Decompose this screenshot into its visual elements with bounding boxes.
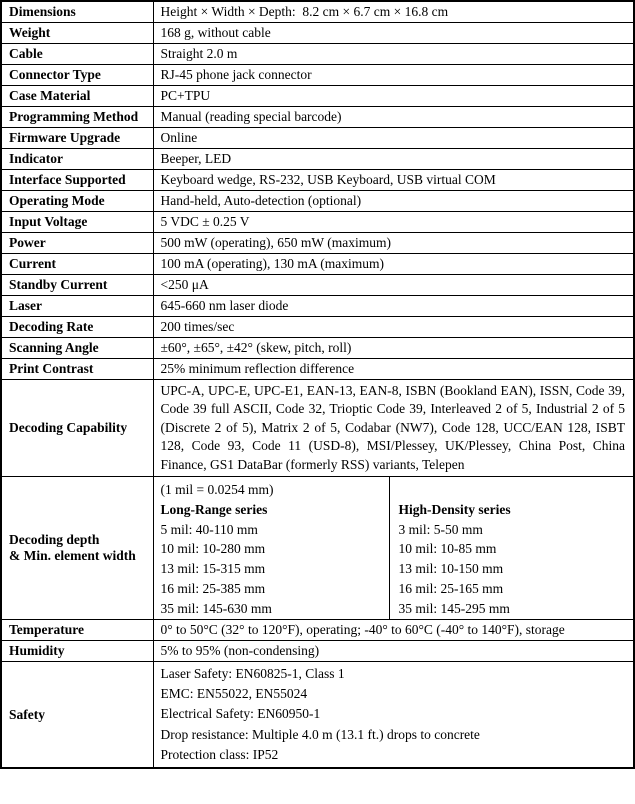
spec-label: Case Material	[1, 86, 153, 107]
table-row	[1, 233, 634, 254]
spec-label: Laser	[1, 296, 153, 317]
table-row-safety	[1, 662, 634, 769]
safety-line: Protection class: IP52	[160, 746, 279, 762]
decoding-depth-columns	[154, 477, 634, 619]
high-density-item: 3 mil: 5-50 mm	[398, 521, 483, 537]
spec-label: Decoding Rate	[1, 317, 153, 338]
table-row	[1, 1, 634, 23]
table-row	[1, 359, 634, 380]
spec-value: 25% minimum reflection difference	[153, 359, 634, 380]
spec-value: PC+TPU	[153, 86, 634, 107]
spec-value-safety	[153, 662, 634, 769]
spec-value: Online	[153, 128, 634, 149]
spacer	[399, 480, 628, 500]
high-density-title: High-Density series	[398, 501, 511, 517]
spec-value-decoding-capability: UPC-A, UPC-E, UPC-E1, EAN-13, EAN-8, ISBN (Bookland EAN), ISSN, Code 39, Code 39 full ASCII, Code 32, Trioptic Code 39, Interleaved 2 of 5, Industrial 2 of 5 (Discrete 2 of 5), Matrix 2 of 5, Codabar (NW7), Code 128, UCC/EAN 128, ISBT 128, Code 93, Code 11 (USD-8), MSI/Plessey, UK/Plessey, China Post, China Finance, GS1 DataBar (formerly RSS) variants, Telepen	[153, 380, 634, 477]
spec-value: 500 mW (operating), 650 mW (maximum)	[153, 233, 634, 254]
table-row	[1, 296, 634, 317]
decoding-depth-label-line2: & Min. element width	[9, 548, 136, 564]
spec-value-decoding-depth	[153, 477, 634, 620]
spec-label: Interface Supported	[1, 170, 153, 191]
long-range-item: 10 mil: 10-280 mm	[160, 541, 266, 557]
high-density-column	[390, 477, 634, 619]
table-row	[1, 128, 634, 149]
spec-value: 100 mA (operating), 130 mA (maximum)	[153, 254, 634, 275]
long-range-item: 35 mil: 145-630 mm	[160, 600, 272, 616]
spec-label: Power	[1, 233, 153, 254]
long-range-item: 13 mil: 15-315 mm	[160, 561, 266, 577]
spec-label: Standby Current	[1, 275, 153, 296]
spec-label-decoding-depth	[1, 477, 153, 620]
spec-label: Input Voltage	[1, 212, 153, 233]
decoding-depth-label	[9, 532, 149, 564]
safety-line: EMC: EN55022, EN55024	[160, 686, 308, 702]
spec-label: Firmware Upgrade	[1, 128, 153, 149]
table-row-decoding-capability	[1, 380, 634, 477]
spec-value: <250 μA	[153, 275, 634, 296]
table-row	[1, 254, 634, 275]
spec-value: Hand-held, Auto-detection (optional)	[153, 191, 634, 212]
safety-line: Drop resistance: Multiple 4.0 m (13.1 ft.) drops to concrete	[160, 726, 480, 742]
table-row	[1, 275, 634, 296]
long-range-item: 5 mil: 40-110 mm	[160, 521, 258, 537]
high-density-item: 10 mil: 10-85 mm	[398, 541, 497, 557]
spec-value: Straight 2.0 m	[153, 44, 634, 65]
table-row	[1, 149, 634, 170]
spec-label: Dimensions	[1, 1, 153, 23]
high-density-item: 13 mil: 10-150 mm	[398, 561, 504, 577]
spec-value: ±60°, ±65°, ±42° (skew, pitch, roll)	[153, 338, 634, 359]
spec-value: Manual (reading special barcode)	[153, 107, 634, 128]
table-row	[1, 641, 634, 662]
spec-value: 200 times/sec	[153, 317, 634, 338]
spec-value: 5% to 95% (non-condensing)	[153, 641, 634, 662]
long-range-column	[154, 477, 390, 619]
table-row	[1, 170, 634, 191]
spec-value: 5 VDC ± 0.25 V	[153, 212, 634, 233]
spec-label: Humidity	[1, 641, 153, 662]
table-row-decoding-depth	[1, 477, 634, 620]
table-row	[1, 212, 634, 233]
spec-value: Beeper, LED	[153, 149, 634, 170]
spec-label: Indicator	[1, 149, 153, 170]
spec-value: 168 g, without cable	[153, 23, 634, 44]
safety-line: Laser Safety: EN60825-1, Class 1	[160, 666, 345, 682]
table-row	[1, 620, 634, 641]
spec-value: 0° to 50°C (32° to 120°F), operating; -40° to 60°C (-40° to 140°F), storage	[153, 620, 634, 641]
spec-label: Weight	[1, 23, 153, 44]
high-density-item: 16 mil: 25-165 mm	[398, 581, 504, 597]
spec-label: Print Contrast	[1, 359, 153, 380]
spec-label: Decoding Capability	[1, 380, 153, 477]
table-row	[1, 191, 634, 212]
spec-label: Current	[1, 254, 153, 275]
safety-line: Electrical Safety: EN60950-1	[160, 706, 321, 722]
table-row	[1, 44, 634, 65]
long-range-item: 16 mil: 25-385 mm	[160, 581, 266, 597]
table-row	[1, 338, 634, 359]
spec-value: RJ-45 phone jack connector	[153, 65, 634, 86]
table-row	[1, 65, 634, 86]
spec-value: Keyboard wedge, RS-232, USB Keyboard, USB virtual COM	[153, 170, 634, 191]
spec-label: Connector Type	[1, 65, 153, 86]
long-range-title: Long-Range series	[160, 501, 268, 517]
spec-label-safety: Safety	[1, 662, 153, 769]
table-row	[1, 107, 634, 128]
spec-value: Height × Width × Depth: 8.2 cm × 6.7 cm × 16.8 cm	[153, 1, 634, 23]
mil-conversion-note: (1 mil = 0.0254 mm)	[160, 482, 274, 498]
spec-label: Programming Method	[1, 107, 153, 128]
table-row	[1, 23, 634, 44]
spec-label: Cable	[1, 44, 153, 65]
table-row	[1, 86, 634, 107]
table-row	[1, 317, 634, 338]
spec-label: Temperature	[1, 620, 153, 641]
spec-label: Operating Mode	[1, 191, 153, 212]
decoding-depth-label-line1: Decoding depth	[9, 532, 100, 548]
spec-label: Scanning Angle	[1, 338, 153, 359]
high-density-item: 35 mil: 145-295 mm	[398, 600, 510, 616]
spec-value: 645-660 nm laser diode	[153, 296, 634, 317]
